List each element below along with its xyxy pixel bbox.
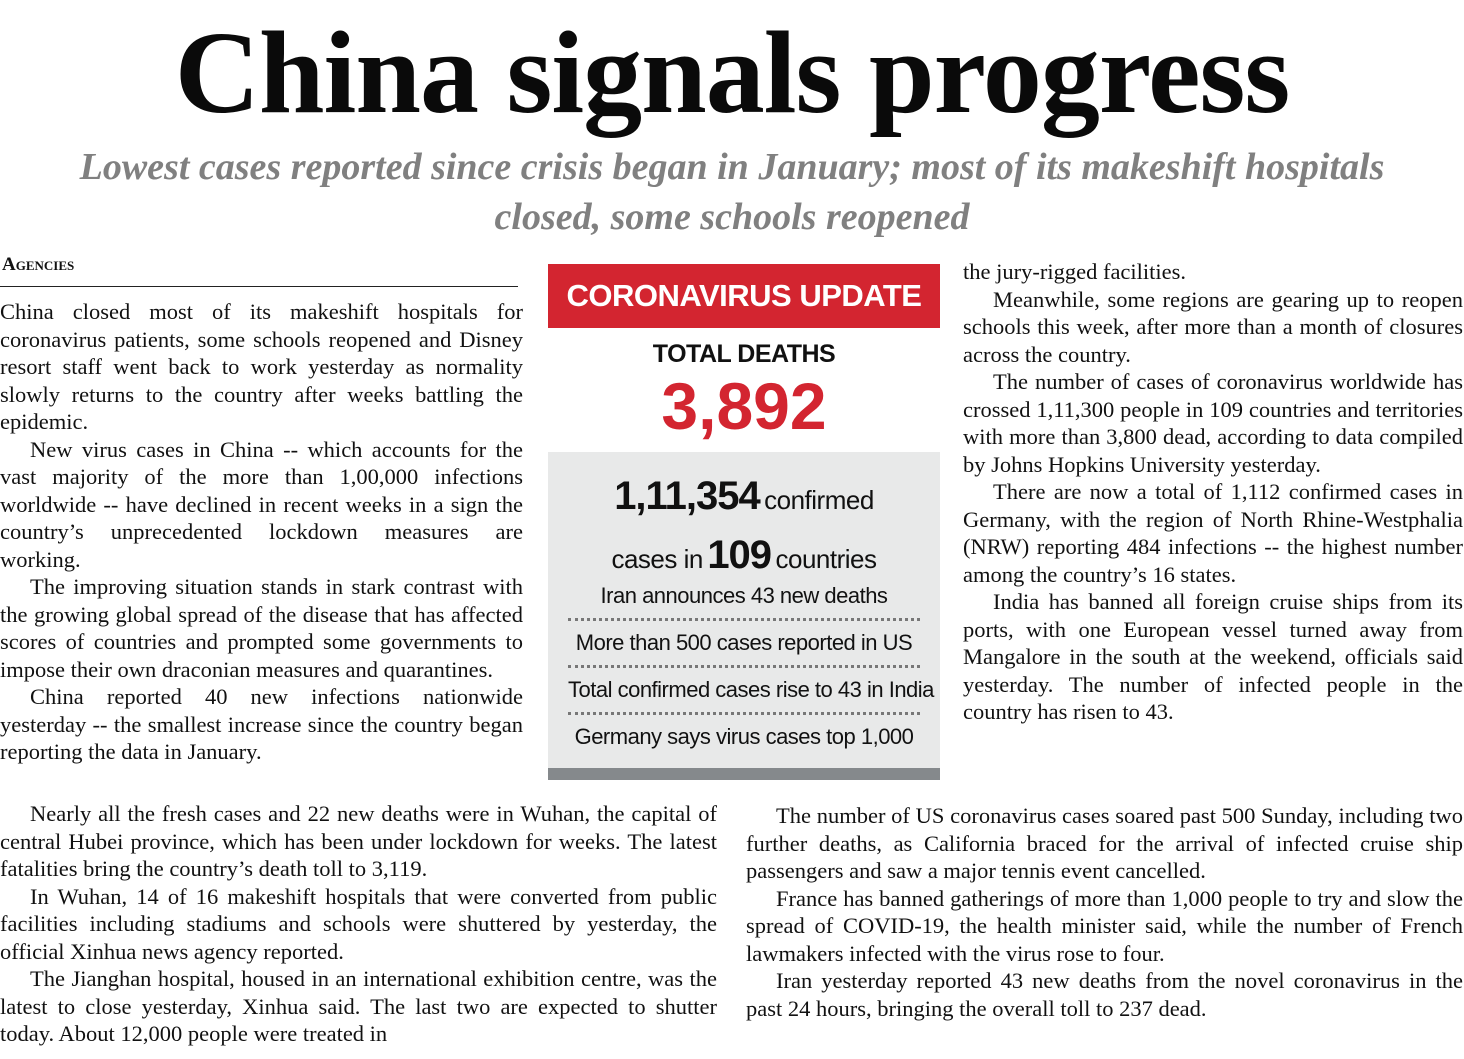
update-item: Total confirmed cases rise to 43 in India: [568, 668, 920, 715]
article-column-bottom-right: [746, 802, 1463, 1022]
confirmed-number: 1,11,354: [614, 474, 760, 518]
paragraph: the jury-rigged facilities.: [963, 259, 1187, 284]
paragraph: The Jianghan hospital, housed in an international exhibition centre, was the latest to close yesterday, Xinhua said. The last two are expected to shutter today. About 12,000 people were treated in: [0, 966, 717, 1046]
byline: Agencies: [2, 254, 75, 275]
paragraph: Meanwhile, some regions are gearing up to reopen schools this week, after more than a month of closures across the country.: [963, 286, 1463, 367]
paragraph: France has banned gatherings of more than 1,000 people to try and slow the spread of COVID-19, the health minister said, while the number of French lawmakers infected with the virus rose to four.: [746, 885, 1463, 966]
update-item: More than 500 cases reported in US: [568, 621, 920, 668]
confirmed-summary: [548, 470, 940, 588]
update-item: Iran announces 43 new deaths: [568, 574, 920, 621]
update-panel: [548, 452, 940, 768]
article-column-bottom-left: [0, 800, 717, 1048]
update-list: [568, 574, 934, 759]
update-item: Germany says virus cases top 1,000: [574, 724, 914, 749]
total-deaths-label: TOTAL DEATHS: [652, 340, 836, 368]
paragraph: China closed most of its makeshift hospitals for coronavirus patients, some schools reopened and Disney resort staff went back to work yesterday as normality slowly returns to the country after weeks battling the epidemic.: [0, 299, 523, 434]
article-column-left: [0, 298, 523, 766]
coronavirus-update-box: [548, 264, 940, 780]
paragraph: Iran yesterday reported 43 new deaths from the novel coronavirus in the past 24 hours, bringing the overall toll to 237 dead.: [746, 968, 1463, 1021]
paragraph: The number of US coronavirus cases soared past 500 Sunday, including two further deaths, as California braced for the arrival of infected cruise ship passengers and saw a major tennis event cancelled.: [746, 803, 1463, 883]
confirmed-word: confirmed: [764, 485, 874, 515]
paragraph: India has banned all foreign cruise ships from its ports, with one European vessel turned away from Mangalore in the south at the weekend, officials said yesterday. The number of infected people in the country has risen to 43.: [963, 589, 1463, 724]
box-footer-bar: [548, 768, 940, 780]
paragraph: New virus cases in China -- which accounts for the vast majority of the more than 1,00,000 infections worldwide -- have declined in recent weeks in a sign the country’s unprecedented lockdown measures are working.: [0, 436, 523, 572]
countries-word: countries: [775, 544, 877, 574]
cases-in-text: cases in: [611, 544, 703, 574]
paragraph: China reported 40 new infections nationwide yesterday -- the smallest increase since the country began reporting the data in January.: [0, 684, 523, 764]
paragraph: The number of cases of coronavirus worldwide has crossed 1,11,300 people in 109 countries and territories with more than 3,800 dead, according to data compiled by Johns Hopkins University yesterday.: [963, 369, 1463, 477]
total-deaths-value: 3,892: [661, 369, 827, 443]
paragraph: There are now a total of 1,112 confirmed cases in Germany, with the region of North Rhine-Westphalia (NRW) reporting 484 infections -- the highest number among the country’s 16 states.: [963, 479, 1463, 587]
paragraph: In Wuhan, 14 of 16 makeshift hospitals that were converted from public facilities including stadiums and schools were shuttered by yesterday, the official Xinhua news agency reported.: [0, 883, 717, 964]
article-column-right: [963, 258, 1463, 726]
countries-number: 109: [707, 533, 772, 577]
subheadline: Lowest cases reported since crisis began in January; most of its makeshift hospitals closed, some schools reopened: [79, 146, 1385, 238]
paragraph: Nearly all the fresh cases and 22 new deaths were in Wuhan, the capital of central Hubei province, which has been under lockdown for weeks. The latest fatalities bring the country’s death toll to 3,119.: [0, 801, 717, 881]
paragraph: The improving situation stands in stark contrast with the growing global spread of the disease that has affected scores of countries and prompted some governments to impose their own draconian measures and quarantines.: [0, 574, 523, 682]
headline: China signals progress: [174, 7, 1290, 138]
byline-rule: [0, 286, 518, 287]
update-banner: CORONAVIRUS UPDATE: [548, 264, 940, 328]
